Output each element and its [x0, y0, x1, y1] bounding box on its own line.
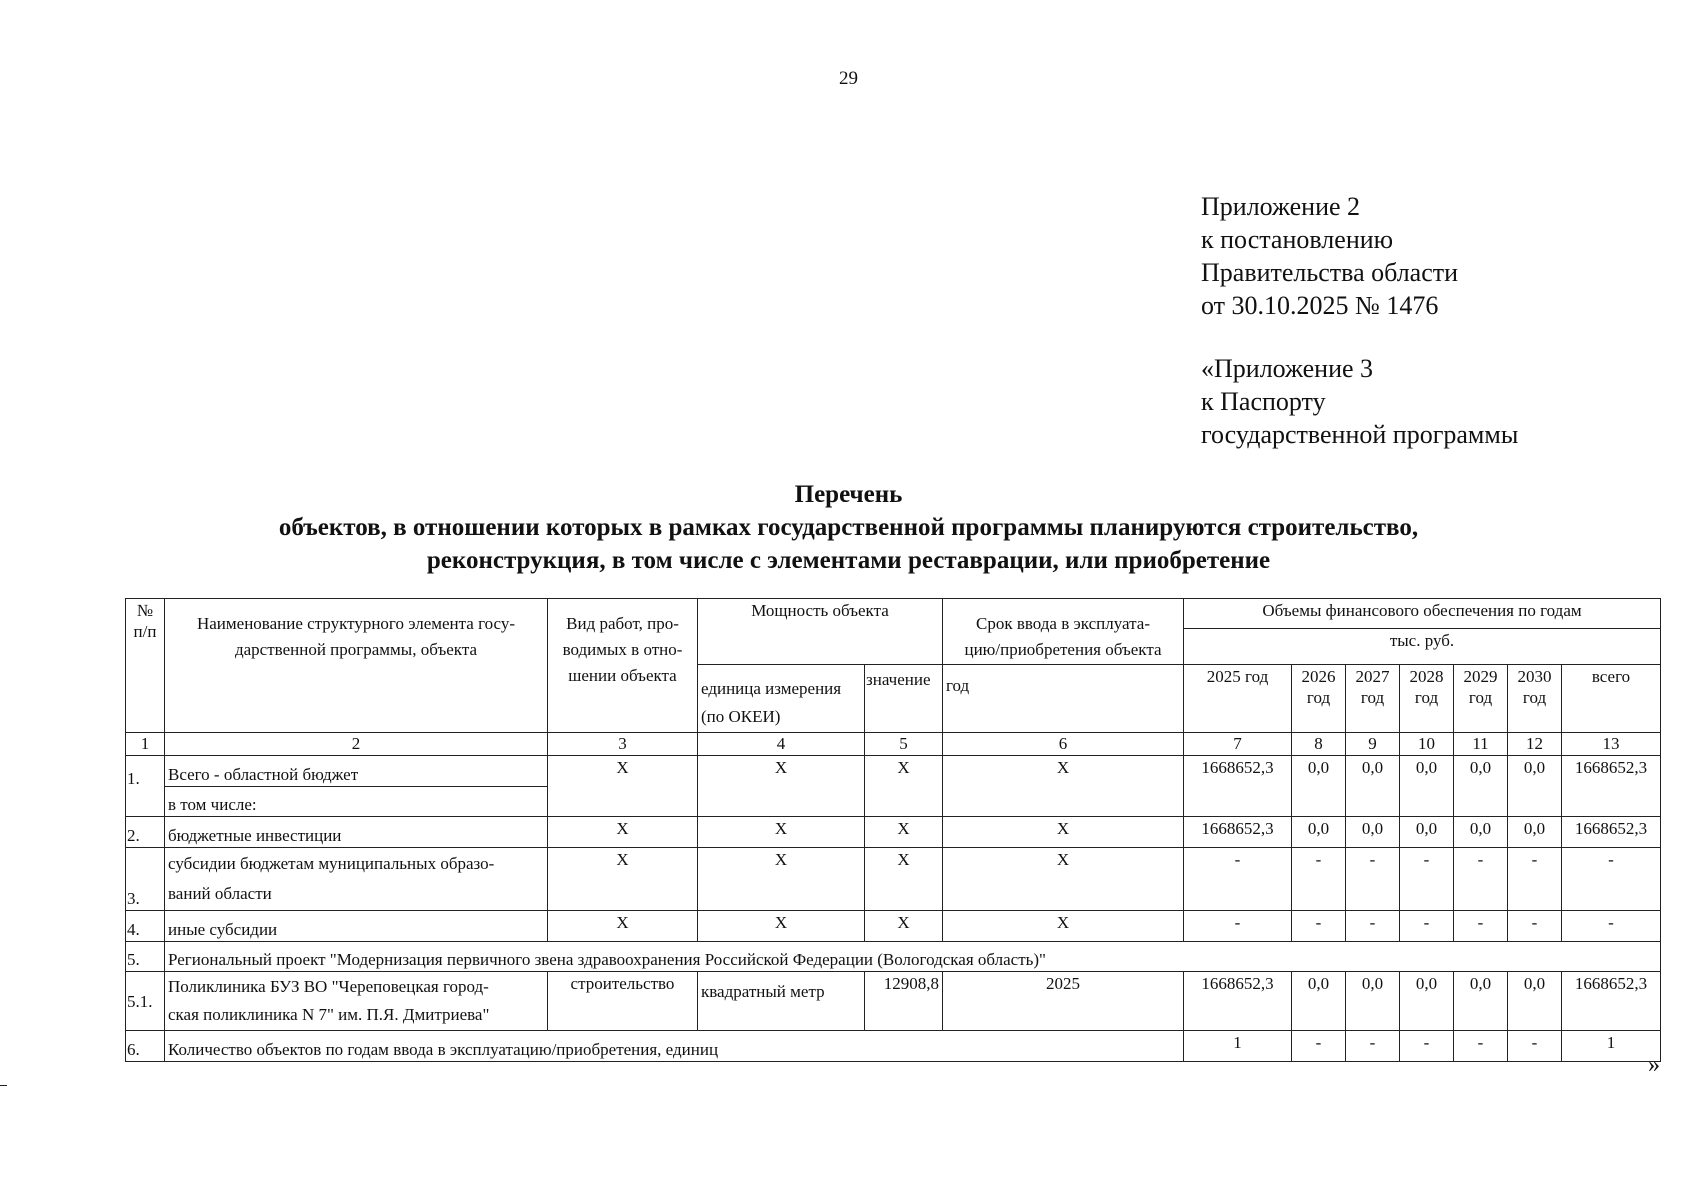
passport-reference — [1201, 352, 1518, 451]
header-year: 2027 год — [1346, 665, 1400, 733]
row-amount: 0,0 — [1400, 756, 1454, 817]
row-amount-total: 1668652,3 — [1562, 756, 1661, 817]
row-amount-total: 1668652,3 — [1562, 972, 1661, 1031]
header-term: Срок ввода в эксплуата- цию/приобретения объекта — [943, 599, 1184, 665]
row-amount: 1668652,3 — [1184, 972, 1292, 1031]
header-funding: Объемы финансового обеспечения по годам — [1184, 599, 1661, 629]
header-capacity-unit: единица измерения (по ОКЕИ) — [698, 665, 865, 733]
row-amount: 1668652,3 — [1184, 817, 1292, 848]
table-row — [126, 848, 1661, 911]
row-work-type: X — [548, 848, 698, 911]
row-work-type: X — [548, 756, 698, 817]
table-row — [126, 911, 1661, 942]
objects-table — [125, 598, 1661, 1062]
table-row — [126, 1031, 1661, 1062]
appendix-block — [1201, 190, 1518, 451]
column-number: 3 — [548, 733, 698, 756]
header-work-type: Вид работ, про- водимых в отно- шении объекта — [548, 599, 698, 733]
row-number: 6. — [126, 1031, 165, 1062]
row-year: X — [943, 848, 1184, 911]
row-amount: - — [1508, 1031, 1562, 1062]
row-year: X — [943, 911, 1184, 942]
margin-dash — [0, 1085, 7, 1086]
row-amount: 0,0 — [1346, 817, 1400, 848]
decree-reference — [1201, 190, 1518, 322]
passport-line: «Приложение 3 — [1201, 354, 1374, 383]
title-line: реконструкция, в том числе с элементами реставрации, или приобретение — [426, 547, 1271, 574]
column-number: 12 — [1508, 733, 1562, 756]
row-amount: 0,0 — [1292, 756, 1346, 817]
row-amount-total: 1 — [1562, 1031, 1661, 1062]
row-amount: - — [1184, 848, 1292, 911]
header-num: № п/п — [126, 599, 165, 733]
header-capacity-value: значение — [865, 665, 943, 733]
row-name: бюджетные инвестиции — [165, 817, 548, 848]
row-amount: 0,0 — [1454, 972, 1508, 1031]
row-amount: 0,0 — [1346, 972, 1400, 1031]
row-amount: - — [1454, 1031, 1508, 1062]
column-number: 7 — [1184, 733, 1292, 756]
row-amount: 0,0 — [1346, 756, 1400, 817]
row-work-type: X — [548, 911, 698, 942]
row-name: Количество объектов по годам ввода в эксплуатацию/приобретения, единиц — [165, 1031, 1184, 1062]
row-amount: 0,0 — [1454, 817, 1508, 848]
column-number: 10 — [1400, 733, 1454, 756]
row-amount: - — [1346, 848, 1400, 911]
closing-quote: » — [1648, 1052, 1660, 1078]
column-number: 1 — [126, 733, 165, 756]
table-row — [126, 756, 1661, 787]
title-line: объектов, в отношении которых в рамках государственной программы планируются строительство, — [278, 514, 1419, 541]
row-amount: 0,0 — [1508, 972, 1562, 1031]
header-year: 2030 год — [1508, 665, 1562, 733]
row-amount: - — [1508, 848, 1562, 911]
row-name: Всего - областной бюджет — [165, 756, 548, 787]
row-amount: - — [1400, 1031, 1454, 1062]
column-number: 2 — [165, 733, 548, 756]
row-year: 2025 — [943, 972, 1184, 1031]
row-year: X — [943, 756, 1184, 817]
row-amount-total: - — [1562, 848, 1661, 911]
passport-line: государственной программы — [1201, 420, 1519, 449]
header-year: 2028 год — [1400, 665, 1454, 733]
row-year: X — [943, 817, 1184, 848]
row-amount: 0,0 — [1292, 817, 1346, 848]
row-amount: 1 — [1184, 1031, 1292, 1062]
row-amount: 0,0 — [1292, 972, 1346, 1031]
decree-line: от 30.10.2025 № 1476 — [1201, 291, 1439, 320]
row-capacity-value: X — [865, 911, 943, 942]
row-amount: - — [1508, 911, 1562, 942]
row-capacity-value: 12908,8 — [865, 972, 943, 1031]
row-number: 4. — [126, 911, 165, 942]
header-year: 2025 год — [1184, 665, 1292, 733]
row-amount: 0,0 — [1400, 972, 1454, 1031]
header-funding-unit: тыс. руб. — [1184, 628, 1661, 664]
row-amount: - — [1346, 1031, 1400, 1062]
row-amount: 0,0 — [1508, 817, 1562, 848]
row-amount: - — [1454, 911, 1508, 942]
document-title — [0, 478, 1697, 577]
title-heading: Перечень — [794, 481, 903, 508]
column-number: 13 — [1562, 733, 1661, 756]
decree-line: к постановлению — [1201, 225, 1394, 254]
row-work-type: X — [548, 817, 698, 848]
header-total: всего — [1562, 665, 1661, 733]
row-capacity-unit: X — [698, 817, 865, 848]
row-capacity-unit: X — [698, 848, 865, 911]
header-year: 2026 год — [1292, 665, 1346, 733]
row-number: 2. — [126, 817, 165, 848]
row-name: иные субсидии — [165, 911, 548, 942]
row-amount: - — [1292, 911, 1346, 942]
table-row — [126, 942, 1661, 972]
table-row — [126, 972, 1661, 1031]
row-amount: - — [1454, 848, 1508, 911]
row-amount: - — [1292, 848, 1346, 911]
row-amount: - — [1400, 911, 1454, 942]
row-capacity-value: X — [865, 817, 943, 848]
row-capacity-value: X — [865, 848, 943, 911]
header-year: 2029 год — [1454, 665, 1508, 733]
row-capacity-unit: X — [698, 911, 865, 942]
column-number: 8 — [1292, 733, 1346, 756]
row-amount: - — [1292, 1031, 1346, 1062]
header-name: Наименование структурного элемента госу- дарственной программы, объекта — [165, 599, 548, 733]
row-work-type: строительство — [548, 972, 698, 1031]
header-term-year: год — [943, 665, 1184, 733]
row-amount: 0,0 — [1400, 817, 1454, 848]
column-number: 9 — [1346, 733, 1400, 756]
decree-line: Правительства области — [1201, 258, 1459, 287]
row-capacity-unit: квадратный метр — [698, 972, 865, 1031]
row-amount: 0,0 — [1454, 756, 1508, 817]
header-capacity: Мощность объекта — [698, 599, 943, 665]
row-amount-total: - — [1562, 911, 1661, 942]
row-amount: - — [1400, 848, 1454, 911]
row-amount: 1668652,3 — [1184, 756, 1292, 817]
row-amount-total: 1668652,3 — [1562, 817, 1661, 848]
row-amount: 0,0 — [1508, 756, 1562, 817]
row-amount: - — [1184, 911, 1292, 942]
column-number: 4 — [698, 733, 865, 756]
row-name: субсидии бюджетам муниципальных образо- ваний области — [165, 848, 548, 911]
column-number: 5 — [865, 733, 943, 756]
row-capacity-unit: X — [698, 756, 865, 817]
row-number: 5.1. — [126, 972, 165, 1031]
row-name: Поликлиника БУЗ ВО "Череповецкая город- ская поликлиника N 7" им. П.Я. Дмитриева" — [165, 972, 548, 1031]
page-number: 29 — [839, 68, 858, 89]
row-sub-name: в том числе: — [165, 787, 548, 817]
regional-project-name: Региональный проект "Модернизация первичного звена здравоохранения Российской Федерации (Вологодская область)" — [165, 942, 1661, 972]
column-number: 11 — [1454, 733, 1508, 756]
column-numbers-row — [126, 733, 1661, 756]
row-number: 1. — [126, 756, 165, 817]
row-capacity-value: X — [865, 756, 943, 817]
table-row — [126, 817, 1661, 848]
row-number: 5. — [126, 942, 165, 972]
passport-line: к Паспорту — [1201, 387, 1326, 416]
row-number: 3. — [126, 848, 165, 911]
decree-line: Приложение 2 — [1201, 192, 1361, 221]
row-amount: - — [1346, 911, 1400, 942]
column-number: 6 — [943, 733, 1184, 756]
